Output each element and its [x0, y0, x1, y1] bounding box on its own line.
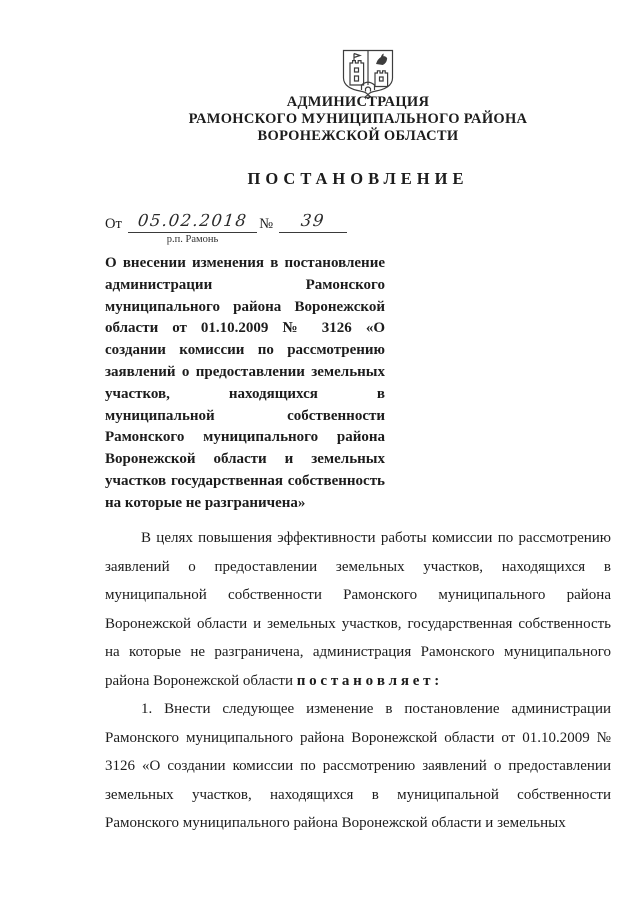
- date-field: [128, 211, 257, 245]
- from-label: От: [105, 216, 122, 232]
- date-value-handwritten: 05.02.2018: [136, 211, 249, 230]
- preamble-paragraph: [105, 524, 611, 695]
- resolution-title: О внесении изменения в постановление администрации Рамонского муниципального района Воронежской области от 01.10.2009 № 3126 «О создании комиссии по рассмотрению заявлений о предоставлении земельных участков, находящихся в муниципальной собственности Рамонского муниципального района Воронежской области и земельных участков государственная собственность на которые не разграничена»: [105, 255, 385, 511]
- number-value-handwritten: 39: [300, 211, 327, 230]
- org-name-line2: РАМОНСКОГО МУНИЦИПАЛЬНОГО РАЙОНА: [188, 111, 528, 127]
- org-name-line1: АДМИНИСТРАЦИЯ: [286, 94, 430, 110]
- org-header: [105, 94, 611, 145]
- org-name-line3: ВОРОНЕЖСКОЙ ОБЛАСТИ: [257, 128, 459, 144]
- place-label: р.п. Рамонь: [166, 234, 219, 245]
- resolves-keyword: п о с т а н о в л я е т :: [296, 672, 440, 689]
- document-body: [105, 524, 611, 838]
- date-number-row: [105, 211, 349, 245]
- coat-of-arms-icon: [339, 49, 397, 99]
- document-type-title: ПОСТАНОВЛЕНИЕ: [247, 169, 469, 188]
- preamble-text: В целях повышения эффективности работы комиссии по рассмотрению заявлений о предоставлении земельных участков, находящихся в муниципальной собственности Рамонского муниципального района Воронежской области и земельных участков, государственная собственность на которые не разграничена, администрация Рамонского муниципального района Воронежской области: [105, 530, 611, 689]
- item-1-paragraph: 1. Внести следующее изменение в постановление администрации Рамонского муниципального района Воронежской области от 01.10.2009 № 3126 «О создании комиссии по рассмотрению заявлений о предоставлении земельных участков, находящихся в муниципальной собственности Рамонского муниципального района Воронежской области и земельных: [105, 701, 611, 831]
- number-sign-label: №: [259, 216, 274, 232]
- number-field: [279, 211, 347, 233]
